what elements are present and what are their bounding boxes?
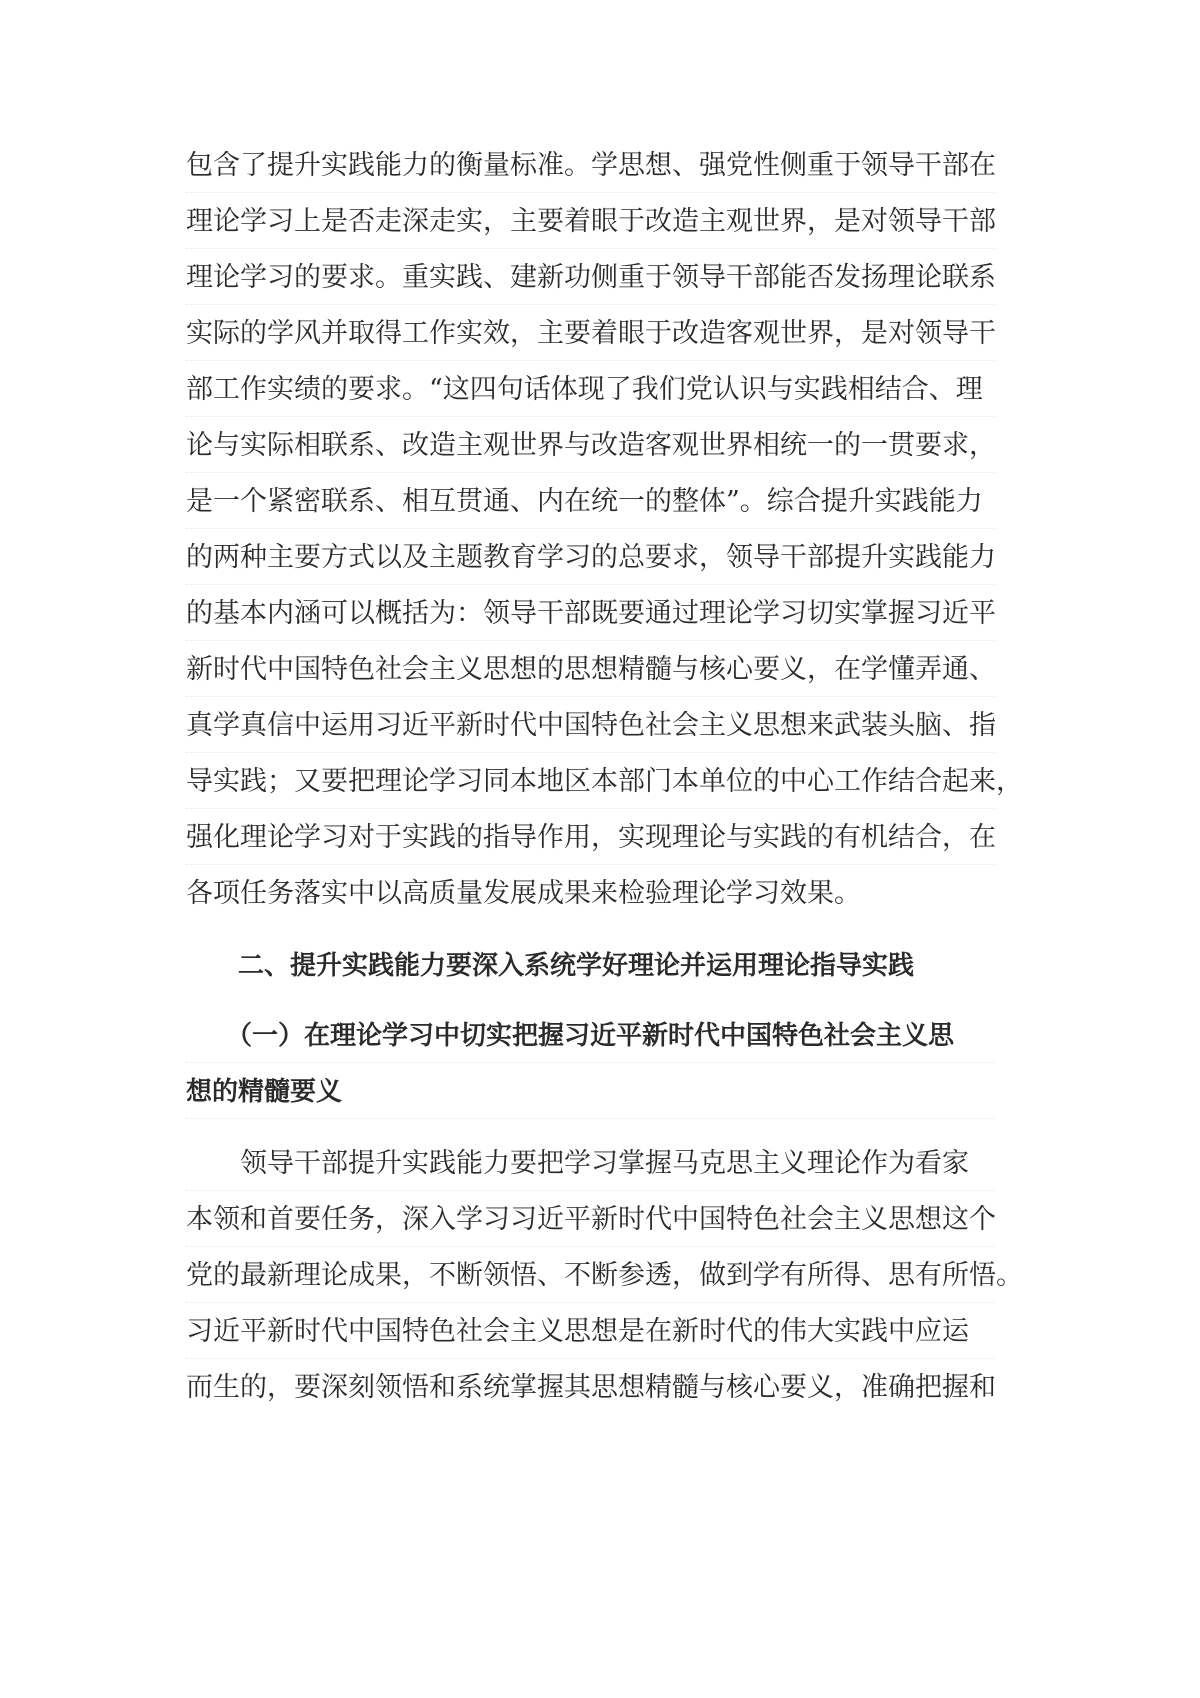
paragraph-1-line-12: 导实践；又要把理论学习同本地区本部门本单位的中心工作结合起来， xyxy=(186,766,1023,797)
line-rule xyxy=(186,696,996,697)
paragraph-1-line-7: 是一个紧密联系、相互贯通、内在统一的整体”。综合提升实践能力 xyxy=(186,486,983,517)
line-rule xyxy=(186,416,996,417)
paragraph-1-line-6: 论与实际相联系、改造主观世界与改造客观世界相统一的一贯要求， xyxy=(186,430,996,461)
line-rule xyxy=(186,1358,996,1359)
paragraph-2-line-2: 本领和首要任务，深入学习习近平新时代中国特色社会主义思想这个 xyxy=(186,1204,996,1235)
line-rule xyxy=(186,1118,996,1119)
paragraph-1-line-10: 新时代中国特色社会主义思想的思想精髓与核心要义，在学懂弄通、 xyxy=(186,654,996,685)
paragraph-1-line-14: 各项任务落实中以高质量发展成果来检验理论学习效果。 xyxy=(186,878,861,909)
paragraph-1-line-2: 理论学习上是否走深走实，主要着眼于改造主观世界，是对领导干部 xyxy=(186,206,996,237)
line-rule xyxy=(186,640,996,641)
line-rule xyxy=(186,864,996,865)
line-rule xyxy=(186,1190,996,1191)
paragraph-2-line-1: 领导干部提升实践能力要把学习掌握马克思主义理论作为看家 xyxy=(240,1148,969,1179)
line-rule xyxy=(186,584,996,585)
line-rule xyxy=(186,248,996,249)
line-rule xyxy=(186,1302,996,1303)
paragraph-1-line-5: 部工作实绩的要求。“这四句话体现了我们党认识与实践相结合、理 xyxy=(186,374,983,405)
line-rule xyxy=(186,360,996,361)
line-rule xyxy=(186,528,996,529)
paragraph-1-line-9: 的基本内涵可以概括为：领导干部既要通过理论学习切实掌握习近平 xyxy=(186,598,996,629)
line-rule xyxy=(186,192,996,193)
paragraph-1-line-11: 真学真信中运用习近平新时代中国特色社会主义思想来武装头脑、指 xyxy=(186,710,996,741)
paragraph-2-line-5: 而生的，要深刻领悟和系统掌握其思想精髓与核心要义，准确把握和 xyxy=(186,1372,996,1403)
paragraph-1-line-3: 理论学习的要求。重实践、建新功侧重于领导干部能否发扬理论联系 xyxy=(186,262,996,293)
paragraph-1-line-1: 包含了提升实践能力的衡量标准。学思想、强党性侧重于领导干部在 xyxy=(186,150,996,181)
paragraph-1-line-8: 的两种主要方式以及主题教育学习的总要求，领导干部提升实践能力 xyxy=(186,542,996,573)
line-rule xyxy=(186,808,996,809)
line-rule xyxy=(186,304,996,305)
paragraph-1-line-4: 实际的学风并取得工作实效，主要着眼于改造客观世界，是对领导干 xyxy=(186,318,996,349)
paragraph-1-line-13: 强化理论学习对于实践的指导作用，实现理论与实践的有机结合，在 xyxy=(186,822,996,853)
paragraph-2-line-3: 党的最新理论成果，不断领悟、不断参透，做到学有所得、思有所悟。 xyxy=(186,1260,1023,1291)
line-rule xyxy=(186,752,996,753)
line-rule xyxy=(186,1062,996,1063)
paragraph-2-line-4: 习近平新时代中国特色社会主义思想是在新时代的伟大实践中应运 xyxy=(186,1316,969,1347)
line-rule xyxy=(186,472,996,473)
subheading-1-line-1: （一）在理论学习中切实把握习近平新时代中国特色社会主义思 xyxy=(226,1021,955,1051)
subheading-1-line-2: 想的精髓要义 xyxy=(186,1077,343,1107)
section-heading-2: 二、提升实践能力要深入系统学好理论并运用理论指导实践 xyxy=(238,951,915,981)
line-rule xyxy=(186,1246,996,1247)
